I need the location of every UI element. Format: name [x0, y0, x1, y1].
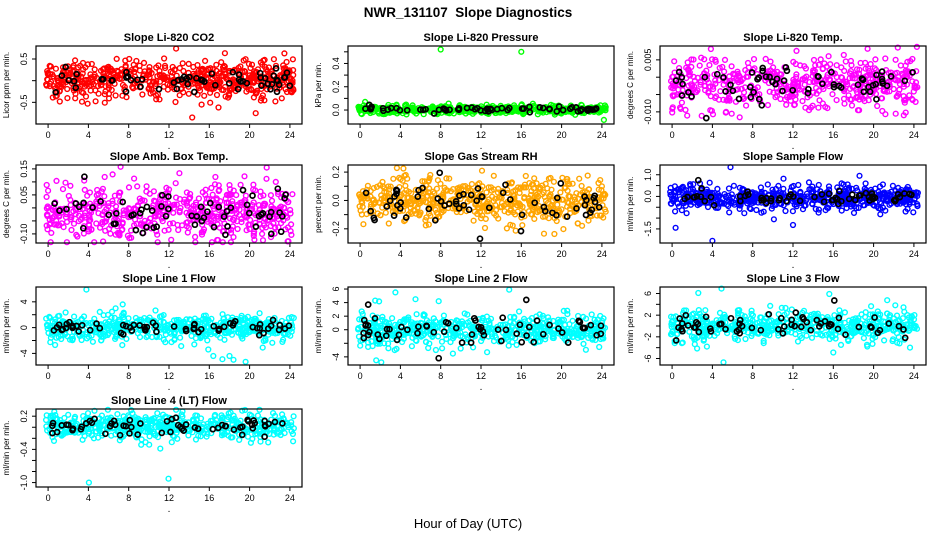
- panel-title: Slope Li-820 Temp.: [743, 32, 843, 44]
- x-tick-label: 4: [397, 130, 403, 140]
- x-tick-label: 8: [438, 371, 444, 381]
- panel-title: Slope Sample Flow: [742, 151, 844, 163]
- panel-plot: [624, 149, 936, 271]
- x-tick-label: 8: [438, 130, 444, 140]
- y-tick-label: -4: [331, 352, 341, 361]
- y-tick-label: 2: [643, 312, 653, 318]
- x-tick-label: 24: [908, 130, 919, 140]
- panel-x-label: .: [479, 382, 483, 393]
- x-tick-label: 20: [556, 371, 567, 381]
- x-tick-label: 4: [709, 371, 715, 381]
- x-tick-label: 24: [908, 249, 919, 259]
- x-tick-label: 24: [596, 371, 607, 381]
- y-tick-label: -4: [19, 349, 29, 358]
- x-tick-label: 4: [85, 371, 91, 381]
- y-tick-label: -0.4: [19, 441, 29, 458]
- y-tick-label: -2: [643, 332, 653, 341]
- x-tick-label: 4: [397, 249, 403, 259]
- x-tick-label: 20: [868, 130, 879, 140]
- x-tick-label: 0: [357, 130, 363, 140]
- figure-xlabel: Hour of Day (UTC): [413, 516, 523, 531]
- y-tick-label: 4: [331, 300, 341, 306]
- panel-x-label: .: [167, 504, 171, 515]
- x-tick-label: 0: [45, 371, 51, 381]
- panel-plot: [0, 393, 312, 515]
- x-tick-label: 8: [126, 371, 132, 381]
- panel-x-label: .: [167, 141, 171, 152]
- y-tick-label: -1.0: [19, 474, 29, 491]
- x-tick-label: 4: [709, 130, 715, 140]
- y-axis-label: percent per min.: [314, 175, 323, 233]
- panel-slope-line-2-flow: [312, 271, 624, 393]
- panel-plot: [0, 30, 312, 152]
- y-tick-label: 0.0: [331, 103, 341, 117]
- x-tick-label: 0: [45, 130, 51, 140]
- x-tick-label: 4: [397, 371, 403, 381]
- x-tick-label: 12: [475, 249, 487, 259]
- x-tick-label: 8: [438, 249, 444, 259]
- panel-title: Slope Li-820 CO2: [123, 32, 215, 44]
- figure-title: NWR_131107 Slope Diagnostics: [363, 5, 573, 20]
- panel-title: Slope Line 2 Flow: [434, 273, 528, 285]
- x-tick-label: 20: [244, 249, 255, 259]
- y-tick-label: 2: [331, 313, 341, 319]
- x-tick-label: 4: [85, 249, 91, 259]
- y-tick-label: 6: [331, 286, 341, 292]
- panel-slope-li-820-co2: [0, 30, 312, 152]
- scatter-points: [357, 166, 608, 237]
- scatter-points: [44, 46, 296, 120]
- panel-x-label: .: [479, 141, 483, 152]
- x-tick-label: 12: [475, 130, 487, 140]
- x-tick-label: 0: [669, 371, 675, 381]
- y-tick-label: 0.005: [643, 48, 653, 72]
- y-tick-label: 0.2: [19, 409, 29, 423]
- y-axis-label: degrees C per min.: [626, 50, 635, 120]
- panel-slope-li-820-temp: [624, 30, 936, 152]
- panel-x-label: .: [791, 382, 795, 393]
- y-tick-label: -6: [643, 354, 653, 363]
- x-tick-label: 20: [244, 493, 255, 503]
- x-tick-label: 24: [284, 371, 295, 381]
- y-tick-label: -0.10: [19, 223, 29, 245]
- x-tick-label: 12: [163, 493, 175, 503]
- x-tick-label: 8: [126, 249, 132, 259]
- panel-slope-sample-flow: [624, 149, 936, 271]
- x-tick-label: 0: [357, 371, 363, 381]
- y-axis-label: ml/min per min.: [2, 420, 11, 476]
- panel-plot: [312, 149, 624, 271]
- x-tick-label: 20: [244, 371, 255, 381]
- panel-x-label: .: [167, 382, 171, 393]
- panel-title: Slope Li-820 Pressure: [423, 32, 539, 44]
- panel-title: Slope Line 1 Flow: [122, 273, 216, 285]
- x-tick-label: 16: [516, 249, 527, 259]
- panel-x-label: .: [791, 260, 795, 271]
- x-tick-label: 20: [868, 249, 879, 259]
- x-tick-label: 8: [126, 130, 132, 140]
- panel-x-label: .: [479, 260, 483, 271]
- y-axis-label: kPa per min.: [314, 62, 323, 108]
- x-tick-label: 16: [516, 371, 527, 381]
- y-tick-label: -1.5: [643, 221, 653, 237]
- panel-x-label: .: [167, 260, 171, 271]
- panel-plot: [0, 271, 312, 393]
- panel-plot: [0, 149, 312, 271]
- y-tick-label: 0.5: [19, 52, 29, 66]
- y-tick-label: 1.0: [643, 168, 653, 182]
- panel-title: Slope Amb. Box Temp.: [109, 151, 229, 163]
- x-tick-label: 20: [868, 371, 879, 381]
- y-axis-label: ml/min per min.: [2, 298, 11, 354]
- x-tick-label: 0: [669, 130, 675, 140]
- y-axis-label: degrees C per min.: [2, 169, 11, 239]
- x-tick-label: 24: [284, 130, 295, 140]
- panel-title: Slope Line 3 Flow: [746, 273, 840, 285]
- x-tick-label: 16: [204, 493, 215, 503]
- y-tick-label: 0.0: [643, 190, 653, 203]
- x-tick-label: 12: [475, 371, 487, 381]
- x-tick-label: 0: [669, 249, 675, 259]
- panel-title: Slope Line 4 (LT) Flow: [111, 395, 227, 407]
- panel-plot: [312, 271, 624, 393]
- x-tick-label: 16: [204, 130, 215, 140]
- x-tick-label: 16: [828, 130, 839, 140]
- x-tick-label: 4: [709, 249, 715, 259]
- x-tick-label: 24: [908, 371, 919, 381]
- x-tick-label: 8: [750, 249, 756, 259]
- y-tick-label: 0.4: [331, 57, 341, 70]
- panel-slope-line-1-flow: [0, 271, 312, 393]
- x-tick-label: 20: [556, 249, 567, 259]
- x-tick-label: 4: [85, 130, 91, 140]
- y-tick-label: 0.2: [331, 80, 341, 94]
- x-tick-label: 24: [596, 130, 607, 140]
- x-tick-label: 8: [126, 493, 132, 503]
- x-tick-label: 12: [787, 130, 799, 140]
- x-tick-label: 24: [596, 249, 607, 259]
- y-axis-label: ml/min per min.: [314, 298, 323, 354]
- y-axis-label: ml/min per min.: [626, 176, 635, 232]
- x-tick-label: 0: [357, 249, 363, 259]
- panel-plot: [312, 30, 624, 152]
- x-tick-label: 12: [163, 130, 175, 140]
- x-tick-label: 20: [244, 130, 255, 140]
- x-tick-label: 12: [787, 249, 799, 259]
- y-tick-label: 0.2: [331, 165, 341, 179]
- x-tick-label: 0: [45, 249, 51, 259]
- x-tick-label: 16: [204, 371, 215, 381]
- y-tick-label: -0.2: [331, 221, 341, 237]
- x-tick-label: 16: [828, 249, 839, 259]
- x-tick-label: 4: [85, 493, 91, 503]
- x-tick-label: 16: [516, 130, 527, 140]
- y-tick-label: 0.05: [19, 186, 29, 204]
- x-tick-label: 16: [828, 371, 839, 381]
- x-tick-label: 0: [45, 493, 51, 503]
- y-tick-label: 0.0: [331, 194, 341, 207]
- y-tick-label: -0.5: [19, 94, 29, 111]
- x-tick-label: 12: [787, 371, 799, 381]
- panel-x-label: .: [791, 141, 795, 152]
- x-tick-label: 8: [750, 130, 756, 140]
- x-tick-label: 24: [284, 493, 295, 503]
- panel-plot: [624, 30, 936, 152]
- x-tick-label: 12: [163, 371, 175, 381]
- panel-slope-amb-box-temp: [0, 149, 312, 271]
- x-tick-label: 12: [163, 249, 175, 259]
- panel-slope-li-820-pressure: [312, 30, 624, 152]
- x-tick-label: 8: [750, 371, 756, 381]
- panel-title: Slope Gas Stream RH: [424, 151, 538, 163]
- y-tick-label: -0.010: [643, 99, 653, 125]
- panel-slope-gas-stream-rh: [312, 149, 624, 271]
- y-axis-label: ml/min per min.: [626, 298, 635, 354]
- y-tick-label: 0: [331, 327, 341, 333]
- y-tick-label: 0: [19, 325, 29, 331]
- y-tick-label: 6: [643, 290, 653, 297]
- panel-slope-line-4-lt-flow: [0, 393, 312, 515]
- panel-slope-line-3-flow: [624, 271, 936, 393]
- panel-plot: [624, 271, 936, 393]
- x-tick-label: 16: [204, 249, 215, 259]
- y-tick-label: 4: [19, 299, 29, 305]
- x-tick-label: 24: [284, 249, 295, 259]
- x-tick-label: 20: [556, 130, 567, 140]
- y-axis-label: Licor ppm per min.: [2, 51, 11, 119]
- y-tick-label: 0.15: [19, 160, 29, 178]
